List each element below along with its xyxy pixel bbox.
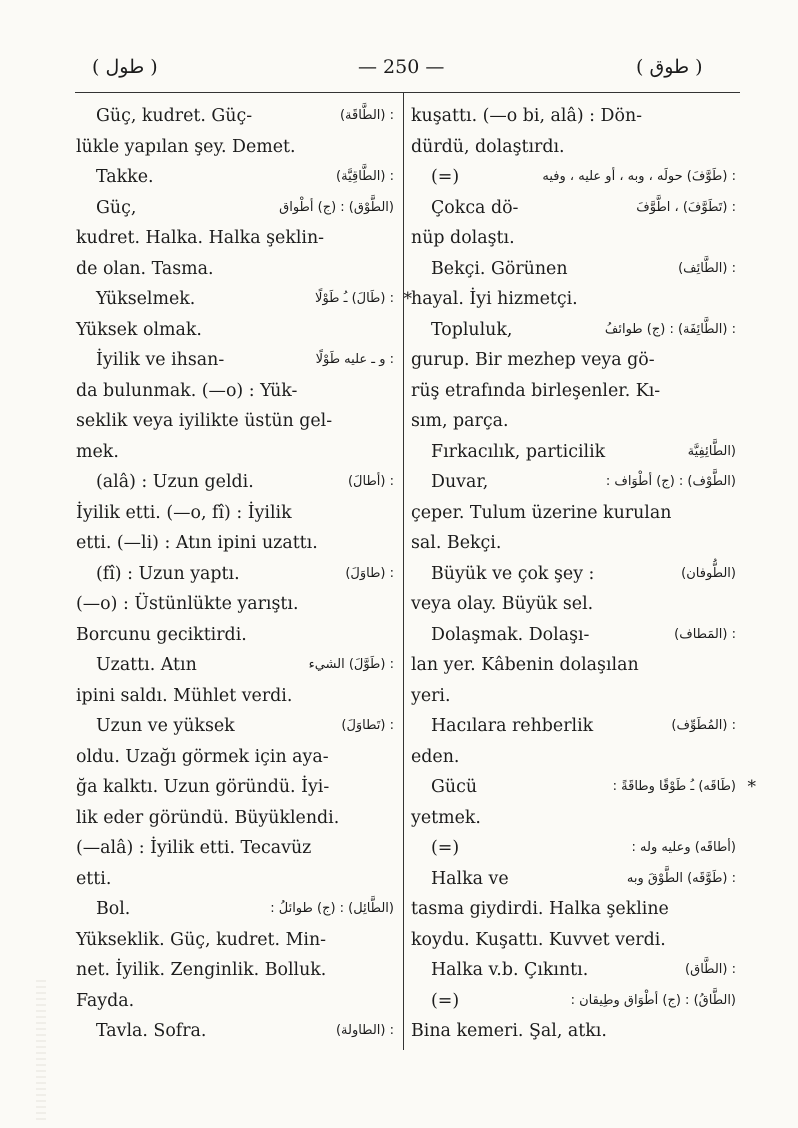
entry-text: Borcunu geciktirdi.	[76, 624, 247, 645]
arabic-headword: (الطَّاقُ) : (ج) أطْوَاق وطِيقان :	[570, 992, 736, 1008]
entry-text: Güç,	[96, 197, 137, 218]
entry-line	[76, 986, 394, 1017]
entry-text: Büyük ve çok şey :	[431, 563, 595, 584]
arabic-headword: : (طَوَّقَه) الطَّوْقَ وبه	[626, 870, 736, 886]
entry-text: Fayda.	[76, 990, 135, 1011]
entry-line	[411, 803, 736, 834]
entry-line	[76, 376, 394, 407]
arabic-headword: (الطَّوْق) : (ج) أطْواق	[279, 199, 394, 215]
entry-text: da bulunmak. (—o) : Yük-	[76, 380, 298, 401]
entry-line	[411, 437, 736, 468]
entry-text: ğa kalktı. Uzun göründü. İyi-	[76, 777, 330, 797]
entry-text: gurup. Bir mezhep veya gö-	[411, 350, 655, 370]
entry-text: de olan. Tasma.	[76, 258, 214, 279]
arabic-headword: : و ـ عليه طَوْلًا	[315, 352, 394, 367]
entry-text: koydu. Kuşattı. Kuvvet verdi.	[411, 929, 666, 950]
paper-edge-speckle	[36, 980, 46, 1120]
arabic-headword: : (المُطَوِّف)	[671, 718, 736, 733]
entry-line	[411, 742, 736, 773]
entry-line	[76, 162, 394, 193]
entry-line	[76, 498, 394, 529]
entry-text: (alâ) : Uzun geldi.	[96, 472, 254, 492]
entry-text: veya olay. Büyük sel.	[411, 594, 594, 614]
left-column	[76, 101, 412, 1047]
entry-line	[76, 589, 394, 620]
header-rule	[75, 92, 740, 93]
arabic-headword: (الطَّوْف) : (ج) أطْوَاف :	[605, 474, 736, 489]
entry-line	[76, 284, 412, 315]
entry-line	[411, 1016, 736, 1047]
entry-text: Gücü	[431, 777, 478, 797]
entry-line	[411, 101, 736, 132]
entry-text: etti. (—li) : Atın ipini uzattı.	[76, 533, 318, 553]
arabic-headword: (الطَّائِل) : (ج) طوائلُ :	[270, 901, 394, 916]
column-divider	[403, 92, 404, 1050]
entry-line	[76, 345, 394, 376]
root-marker: *	[747, 777, 756, 797]
entry-line	[411, 498, 736, 529]
entry-text: (=)	[431, 838, 460, 858]
header-left-keyword: ( طول )	[92, 56, 158, 78]
root-marker: *	[403, 289, 412, 309]
arabic-headword: (الطَّائِفِيَّة	[687, 443, 736, 459]
entry-line	[76, 528, 394, 559]
entry-text: oldu. Uzağı görmek için aya-	[76, 746, 329, 767]
entry-line	[411, 162, 736, 193]
entry-text: Takke.	[96, 167, 154, 187]
entry-line	[76, 742, 394, 773]
entry-text: (—alâ) : İyilik etti. Tecavüz	[76, 838, 312, 858]
arabic-headword: : (تَطَوَّفَ) ، اطَّوَّفَ	[636, 199, 736, 215]
entry-line	[76, 650, 394, 681]
entry-text: tasma giydirdi. Halka şekline	[411, 899, 669, 919]
entry-text: Halka ve	[431, 868, 509, 889]
entry-text: (=)	[431, 167, 460, 187]
entry-text: lan yer. Kâbenin dolaşılan	[411, 655, 639, 675]
entry-text: Uzattı. Atın	[96, 655, 197, 675]
entry-text: rüş etrafında birleşenler. Kı-	[411, 380, 661, 401]
entry-text: Yükseklik. Güç, kudret. Min-	[76, 929, 327, 950]
entry-line	[76, 772, 394, 803]
entry-line	[411, 315, 736, 346]
arabic-headword: (الطُّوفان)	[681, 565, 736, 581]
entry-text: Duvar,	[431, 472, 489, 492]
entry-text: Çokca dö-	[431, 197, 519, 218]
entry-text: dürdü, dolaştırdı.	[411, 136, 565, 157]
entry-line	[411, 193, 736, 224]
entry-text: Bekçi. Görünen	[431, 258, 568, 279]
entry-line	[76, 223, 394, 254]
entry-text: ipini saldı. Mühlet verdi.	[76, 685, 293, 706]
entry-text: yeri.	[411, 685, 451, 706]
entry-text: Yüksek olmak.	[76, 319, 202, 340]
entry-line	[76, 132, 394, 163]
entry-line	[411, 559, 736, 590]
entry-text: Bol.	[96, 899, 131, 919]
arabic-headword: (طَاقَه) ـُ طَوْقًا وطاقَةً :	[612, 779, 736, 794]
entry-line	[411, 894, 736, 925]
entry-text: (=)	[431, 990, 460, 1011]
entry-line	[411, 223, 736, 254]
entry-text: sım, parça.	[411, 411, 509, 431]
entry-text: sal. Bekçi.	[411, 533, 502, 553]
entry-text: Topluluk,	[431, 319, 513, 340]
entry-line	[76, 1016, 394, 1047]
entry-line	[411, 833, 736, 864]
entry-line	[411, 620, 736, 651]
entry-text: (—o) : Üstünlükte yarıştı.	[76, 594, 299, 614]
entry-line	[76, 101, 394, 132]
entry-line	[76, 864, 394, 895]
entry-text: çeper. Tulum üzerine kurulan	[411, 502, 672, 523]
entry-text: İyilik etti. (—o, fî) : İyilik	[76, 502, 292, 523]
entry-text: Güç, kudret. Güç-	[96, 106, 253, 126]
entry-text: lükle yapılan şey. Demet.	[76, 136, 296, 157]
entry-line	[76, 254, 394, 285]
entry-line	[411, 132, 736, 163]
entry-line	[411, 406, 736, 437]
entry-line	[411, 955, 736, 986]
entry-line	[411, 376, 736, 407]
entry-line	[411, 925, 736, 956]
entry-line	[411, 284, 736, 315]
entry-text: İyilik ve ihsan-	[96, 350, 225, 370]
arabic-headword: : (الطَّاق)	[685, 962, 736, 977]
arabic-headword: : (أطالَ)	[347, 474, 394, 489]
entry-text: Yükselmek.	[96, 289, 196, 309]
arabic-headword: : (الطاولة)	[335, 1023, 394, 1038]
arabic-headword: : (الطَّاقِيَّة)	[336, 169, 394, 184]
arabic-headword: : (طاوَلَ)	[345, 565, 394, 581]
entry-line	[76, 925, 394, 956]
entry-text: Bina kemeri. Şal, atkı.	[411, 1021, 607, 1041]
arabic-headword: : (المَطاف)	[674, 626, 736, 642]
entry-line	[411, 772, 756, 803]
entry-line	[411, 528, 736, 559]
arabic-headword: : (الطَّائِفَة) : (ج) طوائفُ	[604, 321, 736, 337]
arabic-headword: (أطاقَه) وعليه وله :	[631, 840, 736, 855]
entry-text: nüp dolaştı.	[411, 228, 515, 248]
entry-line	[76, 437, 394, 468]
entry-text: Tavla. Sofra.	[96, 1021, 207, 1041]
entry-line	[76, 833, 394, 864]
entry-text: etti.	[76, 868, 112, 889]
entry-line	[76, 711, 394, 742]
entry-line	[411, 254, 736, 285]
entry-text: Hacılara rehberlik	[431, 716, 594, 736]
entry-line	[411, 864, 736, 895]
entry-text: Dolaşmak. Dolaşı-	[431, 624, 590, 645]
entry-line	[76, 193, 394, 224]
entry-line	[76, 315, 394, 346]
entry-text: Fırkacılık, particilik	[431, 441, 606, 462]
entry-text: yetmek.	[411, 807, 481, 828]
entry-line	[76, 406, 394, 437]
entry-text: kuşattı. (—o bi, alâ) : Dön-	[411, 106, 643, 126]
entry-text: kudret. Halka. Halka şeklin-	[76, 228, 325, 248]
entry-line	[411, 681, 736, 712]
entry-line	[76, 894, 394, 925]
entry-line	[76, 559, 394, 590]
entry-line	[76, 681, 394, 712]
entry-text: hayal. İyi hizmetçi.	[411, 289, 578, 309]
entry-line	[76, 955, 394, 986]
arabic-headword: : (طَوَّفَ) حولَه ، وبه ، أو عليه ، وفيه	[542, 169, 736, 184]
right-column	[411, 101, 756, 1047]
entry-line	[76, 467, 394, 498]
entry-line	[411, 345, 736, 376]
entry-line	[411, 589, 736, 620]
entry-text: eden.	[411, 746, 460, 767]
entry-text: Uzun ve yüksek	[96, 716, 235, 736]
arabic-headword: : (طَالَ) ـُ طَوْلًا	[315, 291, 394, 306]
entry-line	[411, 650, 736, 681]
entry-text: lik eder göründü. Büyüklendi.	[76, 807, 340, 828]
entry-line	[76, 803, 394, 834]
arabic-headword: : (تَطاوَلَ)	[341, 718, 394, 733]
entry-text: mek.	[76, 441, 119, 462]
entry-text: (fî) : Uzun yaptı.	[96, 563, 240, 584]
page-number: — 250 —	[358, 56, 445, 78]
entry-line	[411, 467, 736, 498]
entry-line	[411, 711, 736, 742]
entry-text: net. İyilik. Zenginlik. Bolluk.	[76, 960, 327, 980]
entry-text: seklik veya iyilikte üstün gel-	[76, 411, 333, 431]
arabic-headword: : (الطَّائِف)	[678, 260, 736, 276]
entry-line	[411, 986, 736, 1017]
header-right-keyword: ( طوق )	[636, 56, 703, 78]
entry-text: Halka v.b. Çıkıntı.	[431, 960, 589, 980]
entry-line	[76, 620, 394, 651]
arabic-headword: : (الطَّاقَة)	[339, 108, 394, 123]
arabic-headword: : (طَوَّلَ) الشيء	[308, 657, 394, 672]
